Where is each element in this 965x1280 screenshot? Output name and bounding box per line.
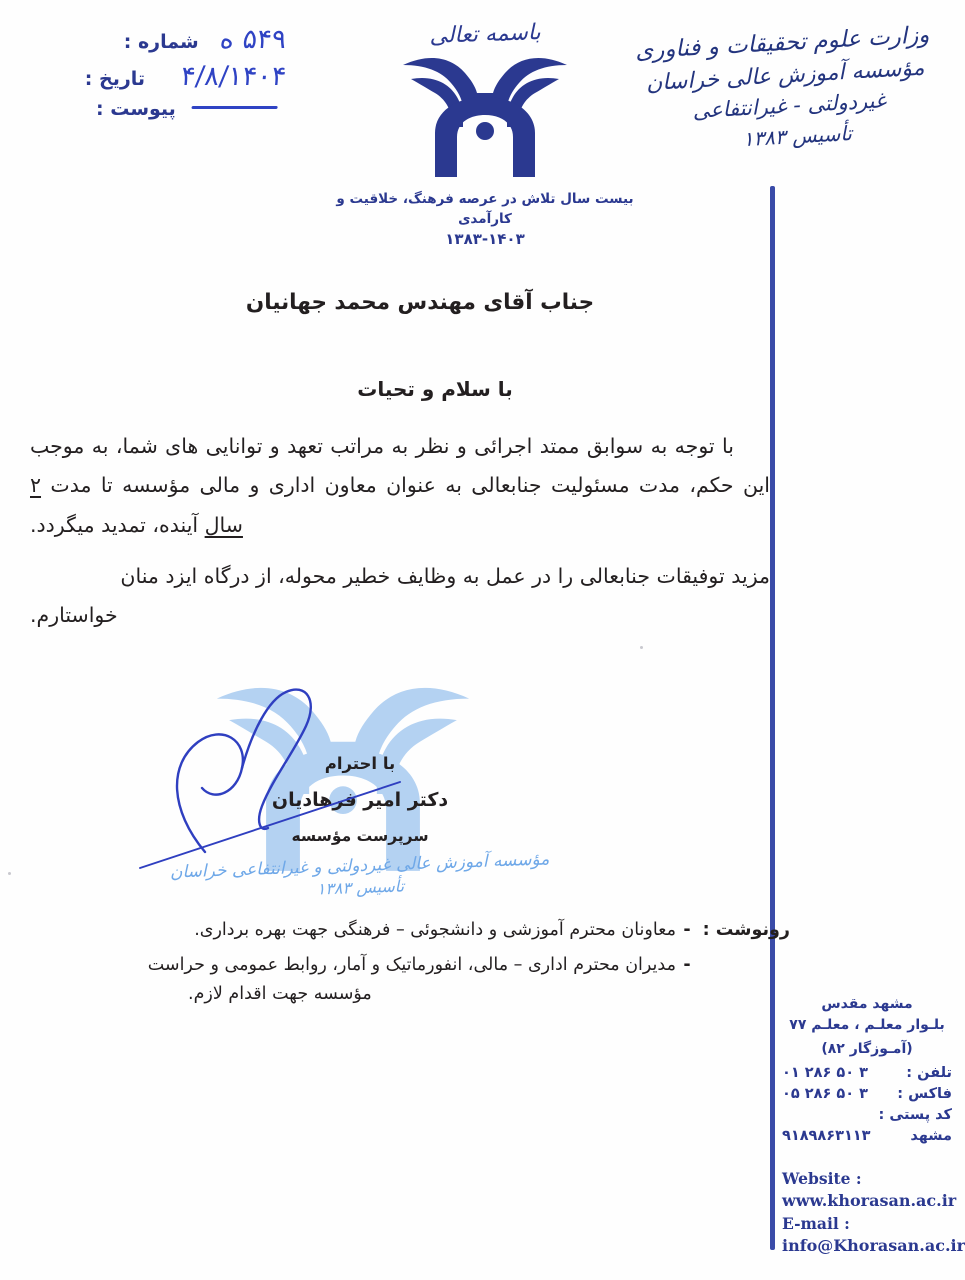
footer-postal-city: مشهد: [910, 1128, 952, 1144]
footer-address-line-2: (آمـوزگار ۸۲): [821, 1041, 913, 1057]
footer-contact-block: [782, 996, 952, 1144]
letter-body: [30, 290, 770, 636]
signature-respect: با احترام: [324, 754, 396, 773]
cc-row-2: [40, 951, 790, 1008]
meta-row-attachment: [18, 98, 308, 135]
meta-row-number: [18, 24, 308, 61]
document-date-value: ۴/۸/۱۴۰۴: [179, 61, 288, 92]
body-paragraph-2: مزید توفیقات جنابعالی را در عمل به وظایف خطیر محوله، از درگاه ایزد منان خواستارم.: [30, 564, 770, 628]
stamp-institution-line: مؤسسه آموزش عالی غیردولتی و غیرانتفاعی خراسان: [169, 849, 550, 883]
basmala-text: باسمه تعالی: [428, 20, 542, 49]
document-date-label: تاریخ :: [84, 68, 146, 90]
footer-fax-row: [782, 1086, 952, 1102]
footer-fax-label: فاکس :: [897, 1086, 952, 1102]
stamp-founded-line: تأسیس ۱۳۸۳: [316, 876, 405, 899]
document-meta-block: [18, 24, 308, 135]
footer-phone-label: تلفن :: [906, 1065, 952, 1081]
footer-postal-row: [782, 1128, 952, 1144]
greeting-line: با سلام و تحیات: [357, 377, 513, 401]
cc-item-2-tail: مؤسسه جهت اقدام لازم.: [188, 983, 372, 1004]
institution-logo-icon: [335, 49, 635, 183]
center-logo-block: [335, 22, 635, 248]
footer-website-label: Website :: [782, 1169, 862, 1188]
masthead-type: غیردولتی - غیرانتفاعی: [691, 88, 887, 123]
cc-bullet-2: -: [683, 955, 691, 976]
cc-item-1: معاونان محترم آموزشی و دانشجوئی – فرهنگی جهت بهره برداری.: [194, 920, 676, 940]
masthead-ministry: وزارت علوم تحقیقات و فناوری: [634, 22, 930, 65]
document-attachment-label: پیوست :: [96, 98, 176, 120]
carbon-copy-block: [40, 916, 790, 1008]
footer-postal-label: کد پستی :: [878, 1107, 952, 1123]
footer-address-line-1: بلـوار معلـم ، معلـم ۷۷: [789, 1017, 945, 1033]
scan-speck: [8, 872, 11, 875]
cc-item-2: [40, 951, 676, 1008]
addressee-name: جناب آقای مهندس محمد جهانیان: [245, 290, 595, 315]
signatory-name: دکتر امیر فرهادیان: [271, 789, 449, 811]
footer-phone-value: ۳ ۵۰ ۲۸۶ ۰۱: [782, 1065, 869, 1081]
cc-row-1: [40, 916, 790, 944]
institution-masthead: [617, 18, 947, 151]
footer-fax-value: ۳ ۵۰ ۲۸۶ ۰۵: [782, 1086, 869, 1102]
footer-website-value[interactable]: www.khorasan.ac.ir: [782, 1191, 957, 1210]
body-p1-part-a: با توجه به سوابق ممتد اجرائی و نظر به مراتب تعهد و توانایی های شما، به موجب این حکم، مدت مسئولیت جنابعالی به عنوان معاون اداری و مالی مؤسسه تا مدت: [30, 434, 770, 498]
masthead-institution: مؤسسه آموزش عالی خراسان: [645, 55, 926, 96]
signature-block: [150, 754, 570, 845]
anniversary-years: ۱۳۸۳-۱۴۰۳: [445, 229, 525, 248]
footer-postal-value: ۹۱۸۹۸۶۳۱۱۳: [782, 1128, 871, 1144]
masthead-founded: تأسیس ۱۳۸۳: [742, 120, 853, 151]
footer-email-label: E-mail :: [782, 1213, 850, 1233]
cc-item-2-main: مدیران محترم اداری – مالی، انفورماتیک و آمار، روابط عمومی و حراست: [147, 955, 676, 976]
document-number-label: شماره :: [123, 31, 199, 53]
body-p1-part-b: آینده، تمدید میگردد.: [30, 512, 205, 537]
footer-city: مشهد مقدس: [821, 996, 913, 1012]
signatory-title: سرپرست مؤسسه: [291, 827, 429, 845]
body-p1-underlined-term: ۲ سال: [30, 473, 243, 537]
signature-area: [150, 660, 570, 930]
cc-label: رونوشت :: [702, 920, 790, 940]
footer-web-block: [782, 1168, 965, 1257]
body-paragraph-1: [30, 427, 770, 545]
footer-email-value[interactable]: info@Khorasan.ac.ir: [782, 1235, 965, 1255]
document-number-value: ۵۴۹ ه: [218, 24, 288, 55]
cc-bullet-1: -: [683, 920, 691, 940]
anniversary-slogan: بیست سال تلاش در عرصه فرهنگ، خلاقیت و کارآمدی: [336, 191, 634, 228]
footer-phone-row: [782, 1065, 952, 1081]
attachment-rule: [191, 106, 277, 109]
document-attachment-value: [191, 93, 309, 114]
scan-speck: [640, 646, 643, 649]
vertical-divider: [770, 186, 775, 1250]
